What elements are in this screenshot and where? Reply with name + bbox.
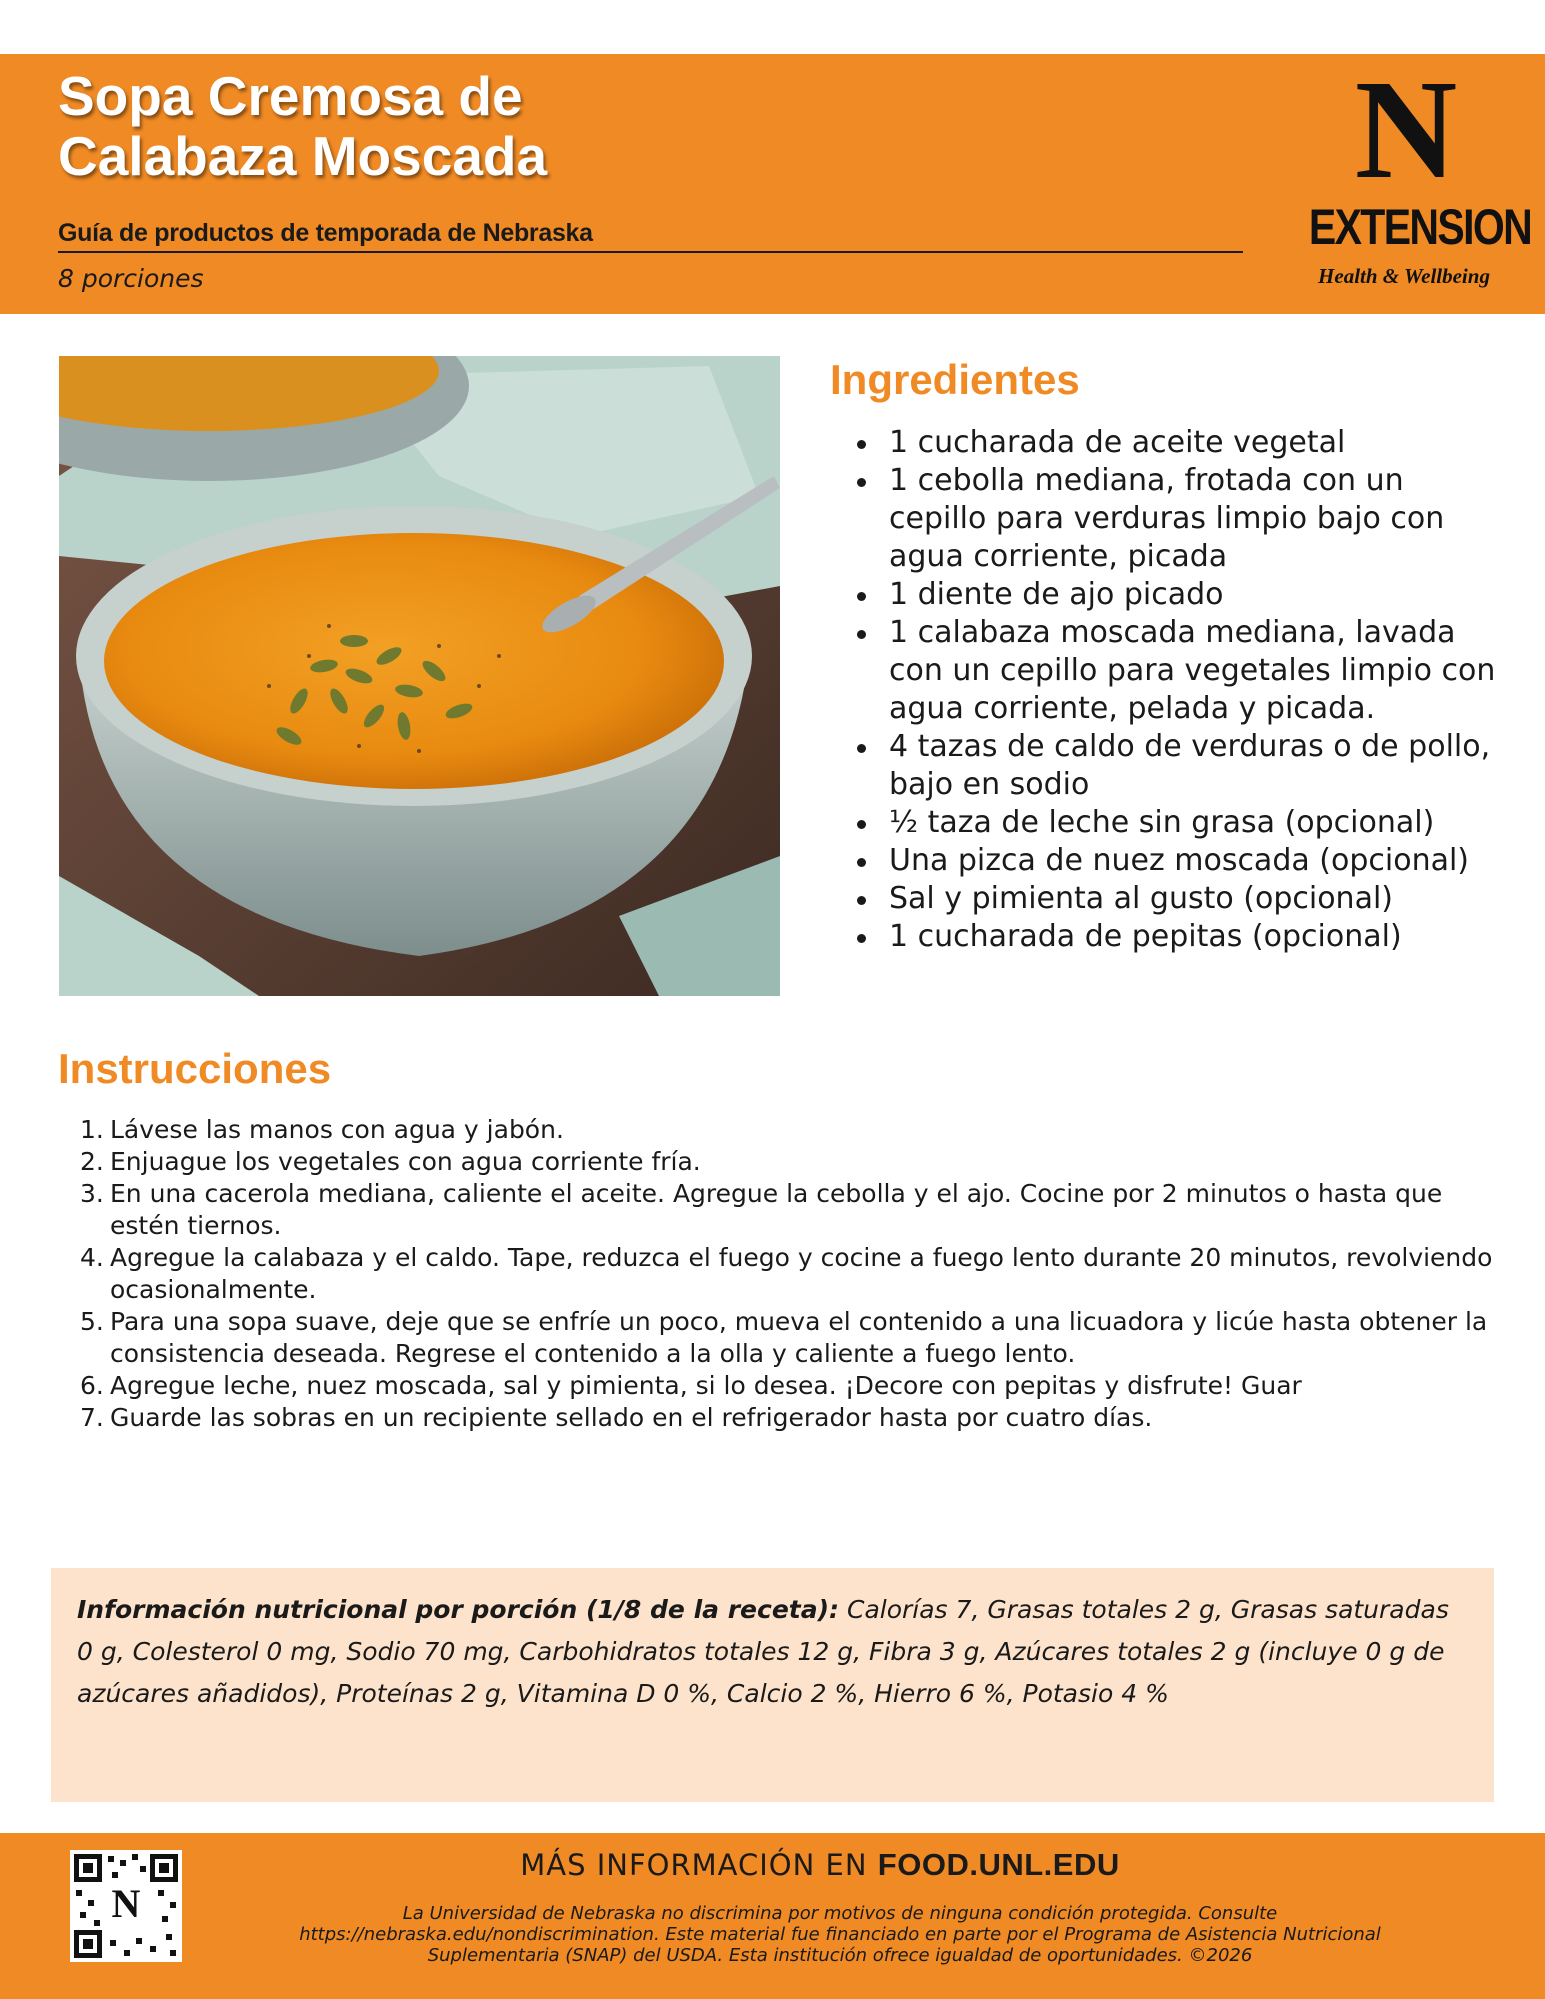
logo-name: EXTENSION [1308, 199, 1532, 255]
instructions-list [80, 1114, 1510, 1434]
instruction-step [80, 1114, 1510, 1146]
step-text: Guarde las sobras en un recipiente sellado en el refrigerador hasta por cuatro días. [110, 1403, 1153, 1432]
instruction-step [80, 1178, 1510, 1242]
instruction-step [80, 1370, 1510, 1402]
step-number: 2. [80, 1147, 104, 1176]
step-text: Agregue leche, nuez moscada, sal y pimienta, si lo desea. ¡Decore con pepitas y disfrute! Guar [110, 1371, 1302, 1400]
logo-tagline: Health & Wellbeing [1318, 264, 1490, 288]
nutrition-text: Calorías 7, Grasas totales 2 g, Grasas saturadas 0 g, Colesterol 0 mg, Sodio 70 mg, Carbohidratos totales 12 g, Fibra 3 g, Azúcares totales 2 g (incluye 0 g de azúcares añadidos), Proteínas 2 g, Vitamina D 0 %, Calcio 2 %, Hierro 6 %, Potasio 4 % [77, 1595, 1449, 1708]
nebraska-n-small-icon: N [111, 1881, 141, 1926]
step-number: 5. [80, 1307, 104, 1336]
nutrition-label: Información nutricional por porción (1/8 de la receta): [77, 1595, 840, 1624]
recipe-title-line-2: Calabaza Moscada [58, 125, 548, 187]
instruction-step [80, 1146, 1510, 1178]
soup-photo [59, 356, 780, 996]
ingredients-list [889, 424, 1509, 956]
ingredient-item: 4 tazas de caldo de verduras o de pollo, bajo en sodio [889, 728, 1509, 804]
ingredient-item: 1 calabaza moscada mediana, lavada con un cepillo para vegetales limpio con agua corriente, pelada y picada. [889, 614, 1509, 728]
instruction-step [80, 1242, 1510, 1306]
step-text: Para una sopa suave, deje que se enfríe un poco, mueva el contenido a una licuadora y licúe hasta obtener la consistencia deseada. Regrese el contenido a la olla y caliente a fuego lento. [110, 1307, 1488, 1368]
ingredient-item: 1 cucharada de aceite vegetal [889, 424, 1509, 462]
step-text: Agregue la calabaza y el caldo. Tape, reduzca el fuego y cocine a fuego lento durante 20 minutos, revolviendo ocasionalmente. [110, 1243, 1493, 1304]
qr-code-icon[interactable] [70, 1850, 182, 1962]
step-number: 4. [80, 1243, 104, 1272]
ingredient-item: Sal y pimienta al gusto (opcional) [889, 880, 1509, 918]
legal-notice: La Universidad de Nebraska no discrimina por motivos de ninguna condición protegida. Consulte https://nebraska.edu/nondiscrimination. Este material fue financiado en parte por el Programa de Asistencia Nutricional Suplementaria (SNAP) del USDA. Esta institución ofrece igualdad de oportunidades. ©2026 [299, 1903, 1381, 1966]
step-text: En una cacerola mediana, caliente el aceite. Agregue la cebolla y el ajo. Cocine por 2 minutos o hasta que estén tiernos. [110, 1179, 1443, 1240]
ingredient-item: 1 cebolla mediana, frotada con un cepillo para verduras limpio bajo con agua corriente, picada [889, 462, 1509, 576]
nutrition-info-box [51, 1568, 1494, 1802]
food-unl-link[interactable]: FOOD.UNL.EDU [877, 1847, 1120, 1882]
butternut-squash-soup-photo [59, 356, 780, 996]
step-number: 7. [80, 1403, 104, 1432]
instructions-heading: Instrucciones [58, 1045, 332, 1092]
header-banner [0, 50, 1545, 314]
step-number: 3. [80, 1179, 104, 1208]
ingredient-item: Una pizca de nuez moscada (opcional) [889, 842, 1509, 880]
step-number: 1. [80, 1115, 104, 1144]
recipe-subtitle: Guía de productos de temporada de Nebraska [58, 219, 1243, 253]
recipe-title [58, 66, 1238, 186]
ingredient-item: 1 cucharada de pepitas (opcional) [889, 918, 1509, 956]
instruction-step [80, 1306, 1510, 1370]
more-info-prefix: MÁS INFORMACIÓN EN [520, 1848, 878, 1882]
step-text: Lávese las manos con agua y jabón. [110, 1115, 564, 1144]
step-text: Enjuague los vegetales con agua corriente fría. [110, 1147, 701, 1176]
ingredient-item: ½ taza de leche sin grasa (opcional) [889, 804, 1509, 842]
instruction-step [80, 1402, 1510, 1434]
recipe-title-line-1: Sopa Cremosa de [58, 65, 523, 127]
ingredients-heading: Ingredientes [830, 356, 1080, 403]
servings-text: 8 porciones [58, 264, 204, 293]
ingredient-item: 1 diente de ajo picado [889, 576, 1509, 614]
nebraska-n-icon: N [1354, 50, 1458, 208]
footer-banner [0, 1833, 1545, 1999]
more-info-line [260, 1847, 1380, 1883]
extension-logo [1284, 50, 1532, 302]
step-number: 6. [80, 1371, 104, 1400]
